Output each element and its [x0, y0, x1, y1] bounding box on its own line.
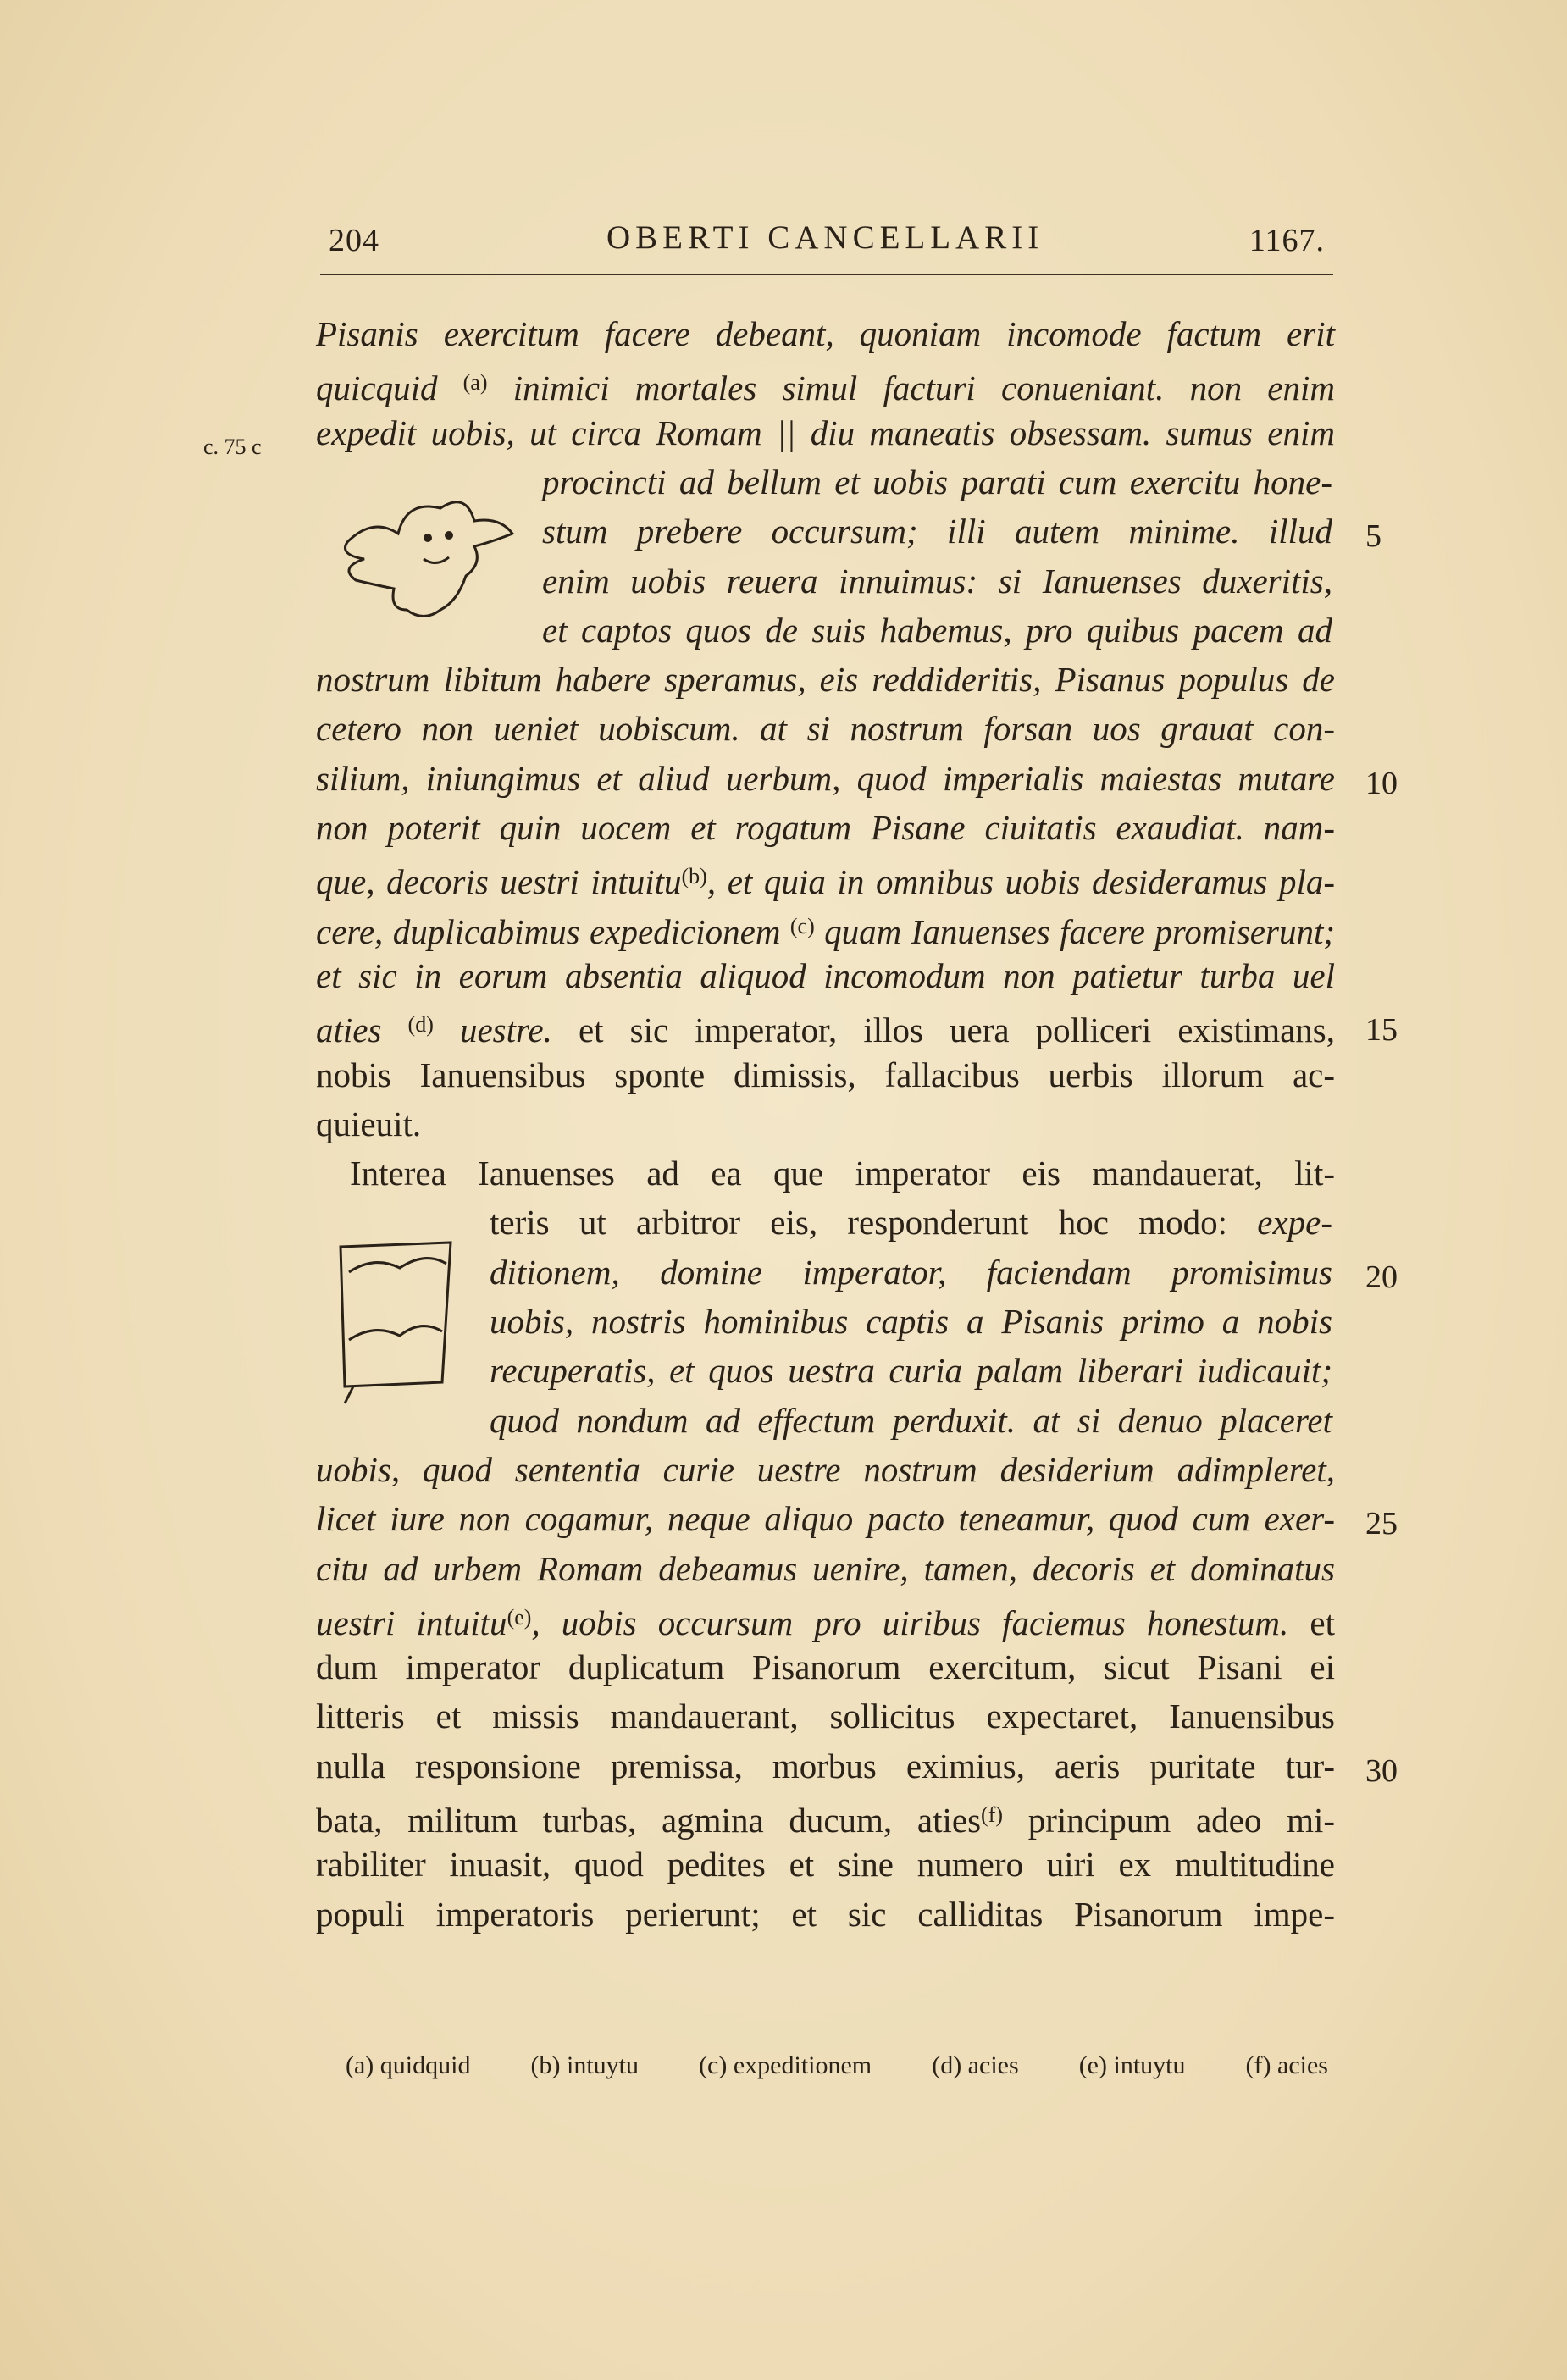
text-line — [316, 705, 1335, 752]
text-segment: cere, duplicabimus expedicionem — [316, 912, 790, 951]
text-line — [316, 804, 1335, 851]
text-segment: quam Ianuenses facere promiserunt; — [814, 912, 1336, 951]
text-segment: inimici mortales simul facturi conueniant. — [487, 368, 1190, 407]
text-segment: , uobis occursum pro uiribus faciemus honestum. — [531, 1603, 1289, 1642]
text-line — [542, 458, 1332, 506]
page-number: 204 — [329, 223, 379, 258]
text-segment: et sic in eorum absentia aliquod incomodum non patietur turba uel — [316, 956, 1335, 995]
text-segment: Interea Ianuenses ad ea que imperator eis mandauerat, lit- — [350, 1154, 1335, 1193]
text-segment: , et quia in omnibus uobis desideramus pla- — [706, 862, 1335, 901]
text-segment: stum prebere occursum; illi autem minime. illud — [542, 512, 1332, 551]
line-number: 10 — [1365, 766, 1398, 801]
text-line — [316, 853, 1335, 900]
text-line — [316, 1495, 1335, 1542]
text-line — [316, 1890, 1335, 1938]
text-segment: nobis Ianuensibus sponte dimissis, fallacibus uerbis illorum ac- — [316, 1055, 1335, 1094]
text-segment: (a) — [462, 370, 488, 395]
text-segment: (e) — [507, 1605, 532, 1630]
text-line — [316, 755, 1335, 802]
text-segment: non poterit quin uocem et rogatum Pisane ciuitatis exaudiat. nam- — [316, 808, 1335, 847]
running-title: OBERTI CANCELLARII — [606, 219, 1044, 256]
text-line — [350, 1149, 1335, 1197]
text-segment: populi imperatoris perierunt; et sic calliditas Pisanorum impe- — [316, 1895, 1335, 1934]
text-segment: (f) — [981, 1802, 1004, 1827]
text-line — [316, 1100, 1335, 1148]
text-line — [490, 1248, 1332, 1296]
text-segment: quod nondum ad effectum perduxit. at si denuo placeret — [490, 1401, 1332, 1440]
text-line — [316, 952, 1335, 999]
text-line — [316, 1692, 1335, 1740]
text-line — [490, 1198, 1332, 1246]
text-segment: expedit uobis, ut circa Romam || diu maneatis obsessam. sumus enim — [316, 413, 1335, 452]
text-line — [316, 903, 1335, 950]
text-line — [542, 507, 1332, 555]
text-segment: quicquid — [316, 368, 463, 407]
footnote: (d) acies — [932, 2051, 1019, 2079]
text-line — [490, 1298, 1332, 1345]
text-line — [490, 1347, 1332, 1394]
header-year: 1167. — [1249, 223, 1325, 258]
text-segment: uestri intuitu — [316, 1603, 507, 1642]
text-line — [316, 1446, 1335, 1493]
text-segment: dum imperator duplicatum Pisanorum exercitum, sicut Pisani ei — [316, 1647, 1335, 1686]
text-line — [316, 1840, 1335, 1888]
text-segment: (b) — [681, 864, 707, 888]
text-line — [316, 1545, 1335, 1592]
text-segment: et sic imperator, illos uera polliceri existimans, — [551, 1010, 1335, 1049]
text-segment: enim uobis reuera innuimus: si Ianuenses duxeritis, — [542, 562, 1332, 601]
margin-note: c. 75 c — [203, 434, 262, 459]
text-segment: ditionem, domine imperator, faciendam promisimus — [490, 1253, 1332, 1292]
line-number: 25 — [1365, 1506, 1398, 1541]
line-number: 15 — [1365, 1012, 1398, 1048]
text-segment: bata, militum turbas, agmina ducum, aties — [316, 1801, 982, 1840]
footnote: (a) quidquid — [346, 2051, 471, 2079]
text-line — [316, 1001, 1335, 1049]
text-line — [542, 557, 1332, 605]
footnote: (b) intuytu — [530, 2051, 640, 2079]
text-segment: et — [1288, 1603, 1335, 1642]
text-line — [316, 1791, 1335, 1839]
footnotes — [346, 2051, 1328, 2089]
text-segment: citu ad urbem Romam debeamus uenire, tamen, decoris et dominatus — [316, 1549, 1335, 1588]
footnote: (e) intuytu — [1078, 2051, 1186, 2079]
text-segment: cetero non ueniet uobiscum. at si nostrum forsan uos grauat con- — [316, 709, 1335, 748]
text-segment: aties — [316, 1010, 408, 1049]
text-segment: (c) — [789, 914, 815, 938]
text-segment: et captos quos de suis habemus, pro quibus pacem ad — [542, 611, 1332, 650]
line-number: 30 — [1365, 1753, 1398, 1789]
text-segment: que, decoris uestri intuitu — [316, 862, 682, 901]
text-line — [316, 359, 1335, 407]
footnote: (f) acies — [1245, 2051, 1328, 2079]
text-segment: expe- — [1257, 1203, 1332, 1242]
text-segment: uobis, nostris hominibus captis a Pisanis primo a nobis — [490, 1302, 1332, 1341]
text-line — [542, 606, 1332, 654]
text-segment: Pisanis exercitum facere debeant, quoniam incomode factum erit — [316, 314, 1335, 353]
decorative-initial-i-icon — [324, 1238, 459, 1408]
text-line — [316, 310, 1335, 357]
text-segment: licet iure non cogamur, neque aliquo pacto teneamur, quod cum exer- — [316, 1499, 1335, 1538]
text-line — [316, 409, 1335, 457]
decorative-initial-face-icon — [322, 483, 525, 635]
text-line — [316, 1742, 1335, 1790]
text-segment: (d) — [407, 1012, 434, 1037]
footnote: (c) expeditionem — [699, 2051, 872, 2079]
header-rule — [320, 274, 1333, 275]
text-line — [316, 1643, 1335, 1691]
text-line — [490, 1397, 1332, 1444]
text-segment: litteris et missis mandauerant, sollicitus expectaret, Ianuensibus — [316, 1696, 1335, 1735]
text-segment: uobis, quod sententia curie uestre nostrum desiderium adimpleret, — [316, 1450, 1335, 1489]
text-segment: quieuit. — [316, 1104, 422, 1143]
text-segment: nostrum libitum habere speramus, eis reddideritis, Pisanus populus de — [316, 660, 1335, 699]
text-line — [316, 1594, 1335, 1641]
text-segment: uestre. — [433, 1010, 552, 1049]
text-line — [316, 656, 1335, 703]
text-segment: principum adeo mi- — [1003, 1801, 1335, 1840]
running-header — [320, 219, 1333, 261]
text-segment: silium, iniungimus et aliud uerbum, quod imperialis maiestas mutare — [316, 759, 1335, 798]
text-line — [316, 1051, 1335, 1099]
text-segment: rabiliter inuasit, quod pedites et sine numero uiri ex multitudine — [316, 1845, 1335, 1884]
line-number: 20 — [1365, 1259, 1398, 1295]
text-segment: procincti ad bellum et uobis parati cum exercitu hone- — [542, 462, 1332, 501]
text-segment: teris ut arbitror eis, responderunt hoc modo: — [490, 1203, 1258, 1242]
text-segment: nulla responsione premissa, morbus eximius, aeris puritate tur- — [316, 1746, 1335, 1785]
text-segment: non enim — [1189, 368, 1335, 407]
line-number: 5 — [1365, 518, 1382, 554]
text-segment: recuperatis, et quos uestra curia palam liberari iudicauit; — [490, 1351, 1332, 1390]
